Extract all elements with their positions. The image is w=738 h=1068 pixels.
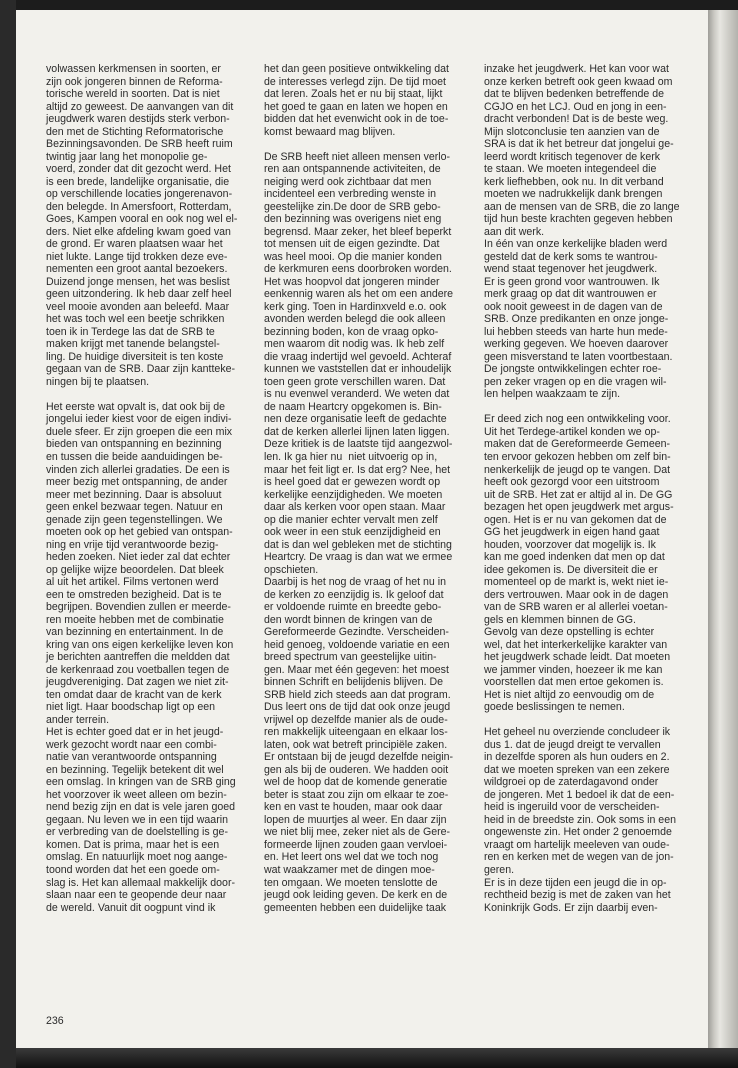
text-line: Het is niet altijd zo eenvoudig om de: [484, 688, 655, 701]
text-line: vinden zich allerlei gradaties. De een is: [46, 463, 230, 476]
text-line: De jongste ontwikkelingen echter roe-: [484, 363, 662, 376]
text-line: een omslag. In kringen van de SRB ging: [46, 776, 236, 789]
text-line: ders vertrouwen. Maar ook in de dagen: [484, 588, 669, 601]
text-line: voerd, zonder dat dit gezocht werd. Het: [46, 163, 231, 176]
text-line: wildgroei op de zaterdagavond onder: [484, 776, 659, 789]
text-line: dat te blijven bedenken betreffende de: [484, 88, 665, 101]
text-line: geestelijke zin.De door de SRB gebo-: [264, 200, 441, 213]
text-line: moeten ook op het gebied van ontspan-: [46, 526, 233, 539]
text-line: Het is echter goed dat er in het jeugd-: [46, 726, 224, 739]
text-line: heden zoeken. Niet ieder zal dat echter: [46, 551, 231, 564]
text-line: vrijwel op dezelfde manier als de oude-: [264, 713, 448, 726]
text-line: het dan geen positieve ontwikkeling dat: [264, 63, 449, 75]
text-line: [46, 388, 254, 401]
text-line: [484, 401, 692, 414]
text-line: maar het feit ligt er. Is dat erg? Nee, het: [264, 463, 451, 476]
text-line: houden, voorzover dat mogelijk is. Ik: [484, 538, 656, 551]
text-line: een te omstreden bezigheid. Dat is te: [46, 588, 222, 601]
text-line: wat waakzamer met de dingen moe-: [264, 864, 435, 876]
text-line: dus 1. dat de jeugd dreigt te vervallen: [484, 738, 661, 751]
text-line: geen enkel bezwaar tegen. Natuur en: [46, 501, 223, 514]
text-line: zijn ook jongeren binnen de Reforma-: [46, 75, 223, 88]
text-line: twintig jaar lang het monopolie ge-: [46, 150, 208, 163]
text-line: en. Het leert ons wel dat we toch nog: [264, 851, 439, 864]
text-line: Het eerste wat opvalt is, dat ook bij de: [46, 400, 226, 413]
text-line: jeugdwerk waren destijds sterk verbon-: [46, 113, 230, 126]
text-line: die vraag indertijd wel gevoeld. Achteraf: [264, 350, 452, 363]
text-line: van bezinning en entertainment. In de: [46, 626, 224, 639]
text-line: dracht verbonden! Dat is de beste weg.: [484, 113, 669, 126]
text-line: Koninkrijk Gods. Er zijn daarbij even-: [484, 901, 658, 914]
text-line: vraagt om hartelijk meeleven van oude-: [484, 838, 670, 851]
text-line: de jongeren. Met 1 bedoel ik dat de een-: [484, 788, 675, 801]
text-line: op die manier echter vervalt men zelf: [264, 513, 438, 526]
text-line: niet ligt. Haar boodschap ligt op een: [46, 701, 216, 714]
text-line: ren makkelijk uiteengaan en elkaar los-: [264, 726, 448, 739]
text-line: eenkennig waren als het om een andere: [264, 288, 454, 301]
text-line: duele sfeer. Er zijn groepen die een mix: [46, 425, 233, 438]
text-line: ook weer in een stuk eenzijdigheid en: [264, 526, 441, 539]
text-line: tijd hun beste krachten gegeven hebben: [484, 213, 673, 226]
text-line: het jeugdwerk schade leidt. Dat moeten: [484, 651, 671, 664]
text-line: men waarom dit nodig was. Ik heb zelf: [264, 338, 445, 351]
text-line: veel mooie avonden aan beleefd. Maar: [46, 300, 230, 313]
text-line: kunnen we vaststellen dat er inhoudelijk: [264, 363, 452, 376]
text-line: daar als kerken voor open staan. Maar: [264, 501, 446, 514]
text-line: heid genoeg, voldoende variatie en een: [264, 638, 450, 651]
text-line: in dezelfde sporen als hun ouders en 2.: [484, 751, 670, 764]
text-line: Deze kritiek is de laatste tijd aangezwol-: [264, 438, 453, 451]
text-line: nementen een groot aantal bezoekers.: [46, 263, 228, 276]
text-line: Er is in deze tijden een jeugd die in op-: [484, 876, 667, 889]
text-line: breed spectrum van geestelijke uitin-: [264, 651, 437, 664]
text-line: en tussen die beide aanduidingen be-: [46, 450, 223, 463]
text-line: gegaan van de SRB. Daar zijn kantteke-: [46, 363, 236, 376]
text-line: ling. De huidige diversiteit is ten koste: [46, 350, 224, 363]
text-line: Er deed zich nog een ontwikkeling voor.: [484, 413, 671, 426]
text-line: heid is ingeruild voor de verscheiden-: [484, 801, 660, 814]
text-line: onze kerken betreft ook geen kwaad om: [484, 75, 673, 88]
text-line: opschieten.: [264, 563, 319, 576]
text-line: begrensd. Maar zeker, het bleef beperkt: [264, 225, 452, 238]
text-line: [264, 138, 472, 151]
text-line: lui hebben steeds van harte hun mede-: [484, 325, 668, 338]
text-line: tot mensen uit de eigen gezindte. Dat: [264, 238, 440, 251]
text-line: CGJO en het LCJ. Oud en jong in een-: [484, 100, 667, 113]
text-column-2: [264, 63, 472, 914]
text-line: heid in de breedste zin. Ook soms in een: [484, 813, 676, 826]
text-line: nenkerkelijk de jeugd op te vangen. Dat: [484, 463, 671, 476]
text-line: jeugd ook leiding geven. De kerk en de: [264, 889, 448, 902]
text-line: ten omgaan. We moeten tenslotte de: [264, 876, 438, 889]
text-line: den wordt binnen de kringen van de: [264, 613, 433, 626]
text-line: gen als bij de ouderen. We hadden ooit: [264, 763, 449, 776]
text-line: de kerkenraad zou voetballen tegen de: [46, 663, 230, 676]
text-line: bieden van ontspanning en bezinning: [46, 438, 222, 451]
text-line: ook nooit geweest in de dagen van de: [484, 300, 663, 313]
text-line: torische wereld in soorten. Dat is niet: [46, 88, 220, 101]
text-line: voorstellen dat men ertoe gekomen is.: [484, 676, 664, 689]
text-line: de grond. Er waren plaatsen waar het: [46, 238, 223, 251]
text-line: goede beslissingen te nemen.: [484, 701, 625, 714]
text-line: er verbreding van de doelstelling is ge-: [46, 826, 228, 839]
text-line: Mijn slotconclusie ten aanzien van de: [484, 125, 660, 138]
text-line: meer met bezinning. Daar is absoluut: [46, 488, 222, 501]
text-line: dat de kerken allerlei lijnen laten liggen.: [264, 425, 450, 438]
text-line: gemeenten hebben een duidelijke taak: [264, 901, 447, 914]
text-line: toen geen grote verschillen waren. Dat: [264, 375, 446, 388]
text-line: SRB hield zich steeds aan dat program.: [264, 688, 451, 701]
text-line: ken en vast te houden, maar ook daar: [264, 801, 443, 814]
text-line: bezagen het open jeugdwerk met argus-: [484, 501, 674, 514]
text-line: kerk liefhebben, ook nu. In dit verband: [484, 175, 664, 188]
text-line: jongelui ieder kiest voor de eigen indivi-: [46, 413, 232, 426]
text-line: het voorzover ik weet alleen om bezin-: [46, 788, 227, 801]
text-line: De SRB heeft niet alleen mensen verlo-: [264, 150, 451, 163]
text-line: is een brede, landelijke organisatie, die: [46, 175, 230, 188]
text-line: Gereformeerde Gezindte. Verscheiden-: [264, 626, 449, 639]
text-line: dat we moeten spreken van een zekere: [484, 763, 670, 776]
text-line: wel, dat het interkerkelijke karakter van: [484, 638, 668, 651]
text-line: slaan naar een te geopende deur naar: [46, 889, 227, 902]
text-line: wend staat tegenover het jeugdwerk.: [484, 263, 658, 276]
text-line: al uit het artikel. Films vertonen werd: [46, 576, 219, 589]
text-line: meer bezig met ontspanning, de ander: [46, 476, 228, 489]
text-line: je berichten aantreffen die meldden dat: [46, 651, 230, 664]
text-line: wel de hoop dat de komende generatie: [264, 776, 448, 789]
text-line: inzake het jeugdwerk. Het kan voor wat: [484, 63, 669, 75]
text-line: niet lukte. Lange tijd trokken deze eve-: [46, 250, 228, 263]
text-line: idee gekomen is. De diversiteit die er: [484, 563, 658, 576]
text-line: gegaan. Nu leven we in een tijd waarin: [46, 813, 228, 826]
text-line: gesteld dat de kerk soms te wantrou-: [484, 250, 658, 263]
text-line: volwassen kerkmensen in soorten, er: [46, 63, 221, 75]
text-line: Uit het Terdege-artikel konden we op-: [484, 425, 660, 438]
page-number: 236: [46, 1015, 64, 1027]
text-line: rechtheid bezig is met de zaken van het: [484, 889, 671, 902]
text-line: aan de mensen van de SRB, die zo lange: [484, 200, 680, 213]
text-line: geren.: [484, 864, 515, 876]
text-line: pen zeker vragen op en die vragen wil-: [484, 375, 667, 388]
text-line: ren aan ontspannende activiteiten, de: [264, 163, 441, 176]
text-line: slag is. Het kan allemaal makkelijk door-: [46, 876, 235, 889]
text-line: het was toch wel een beetje schrikken: [46, 313, 225, 326]
text-line: ten omdat daar de kracht van de kerk: [46, 688, 222, 701]
text-line: van de SRB waren er al allerlei voetan-: [484, 601, 668, 614]
text-line: Er ontstaan bij de jeugd dezelfde neigin-: [264, 751, 454, 764]
text-line: SRB. Onze predikanten en onze jonge-: [484, 313, 669, 326]
text-line: Er is geen grond voor wantrouwen. Ik: [484, 275, 660, 288]
text-column-1: [46, 63, 254, 914]
text-line: den bezinning was overigens niet eng: [264, 213, 442, 226]
scan-bottom-border: [16, 1048, 738, 1068]
text-line: Dus leert ons de tijd dat ook onze jeugd: [264, 701, 451, 714]
text-line: nend bezig zijn en dat is vele jaren goed: [46, 801, 236, 814]
text-line: den met de Stichting Reformatorische: [46, 125, 224, 138]
text-line: GG het jeugdwerk in eigen hand gaat: [484, 526, 660, 539]
text-line: begrijpen. Bovendien zullen er meerde-: [46, 601, 231, 614]
text-line: de interesses verlegd zijn. De tijd moet: [264, 75, 446, 88]
text-line: maken krijgt met tanende belangstel-: [46, 338, 220, 351]
text-line: In één van onze kerkelijke bladen werd: [484, 238, 668, 251]
text-line: er voldoende ruimte en breedte gebo-: [264, 601, 442, 614]
text-line: werking gegeven. We hoeven daarover: [484, 338, 669, 351]
text-line: momenteel op de markt is, wekt niet ie-: [484, 576, 669, 589]
text-line: SRA is dat ik het betreur dat jongelui ge-: [484, 138, 674, 151]
text-line: nen deze organisatie leeft de gedachte: [264, 413, 447, 426]
text-line: omslag. En natuurlijk moet nog aange-: [46, 851, 228, 864]
text-line: geen misverstand te laten voortbestaan.: [484, 350, 673, 363]
text-line: de kerken zo eenzijdig is. Ik geloof dat: [264, 588, 444, 601]
text-line: ders. Niet elke afdeling kwam goed van: [46, 225, 231, 238]
text-line: Het was hoopvol dat jongeren minder: [264, 275, 440, 288]
scan-top-border: [0, 0, 738, 10]
text-line: beter is staat zou zijn om elkaar te zoe-: [264, 788, 449, 801]
text-line: gels en klemmen binnen de GG.: [484, 613, 636, 626]
text-line: komen. Dat is prima, maar het is een: [46, 838, 220, 851]
text-line: merk graag op dat dit wantrouwen er: [484, 288, 657, 301]
text-line: formeerde lijnen zouden gaan vervloei-: [264, 838, 448, 851]
text-line: Gevolg van deze opstelling is echter: [484, 626, 655, 639]
text-line: op gelijke wijze beoordelen. Dat bleek: [46, 563, 224, 576]
text-line: neiging werd ook zichtbaar dat men: [264, 175, 432, 188]
text-line: en bezinning. Tegelijk betekent dit wel: [46, 763, 224, 776]
text-line: de kerkmuren eens doorbroken worden.: [264, 263, 452, 276]
text-line: kan me goed indenken dat men op dat: [484, 551, 665, 564]
text-line: binnen Schrift en belijdenis blijven. De: [264, 676, 444, 689]
text-line: jeugdvereniging. Dat zagen we niet zit-: [46, 676, 229, 689]
text-line: [484, 714, 692, 727]
text-line: kring van ons eigen kerkelijke leven kon: [46, 638, 234, 651]
text-line: Daarbij is het nog de vraag of het nu in: [264, 576, 446, 589]
text-line: geen uitzondering. Ik heb daar zelf heel: [46, 288, 232, 301]
text-line: ander terrein.: [46, 713, 110, 726]
text-line: Heartcry. De vraag is dan wat we ermee: [264, 551, 453, 564]
text-line: lopen de muurtjes al weer. En daar zijn: [264, 813, 447, 826]
text-line: maken dat de Gereformeerde Gemeen-: [484, 438, 671, 451]
text-line: ning en vrije tijd verantwoorde bezig-: [46, 538, 219, 551]
text-line: den belegde. In Amersfoort, Rotterdam,: [46, 200, 232, 213]
text-line: het goed te gaan en laten we hopen en: [264, 100, 448, 113]
text-line: Het geheel nu overziende concludeer ik: [484, 726, 671, 739]
text-line: dat leren. Zoals het er nu bij staat, lijkt: [264, 88, 443, 101]
text-line: ten ervoor gekozen hebben om zelf bin-: [484, 450, 671, 463]
text-line: len helpen waakzaam te zijn.: [484, 388, 621, 401]
text-line: ren moeite hebben met de combinatie: [46, 613, 224, 626]
text-line: toen ik in Terdege las dat de SRB te: [46, 325, 215, 338]
text-line: kerk ging. Toen in Hardinxveld e.o. ook: [264, 300, 447, 313]
text-line: bezinning boden, kon de vraag opko-: [264, 325, 439, 338]
text-line: gen. Maar met één gegeven: het moest: [264, 663, 449, 676]
text-line: te staan. We moeten integendeel die: [484, 163, 657, 176]
scan-left-border: [0, 0, 16, 1068]
text-line: laten, ook wat betreft principiële zaken.: [264, 738, 448, 751]
text-line: op verschillende locaties jongerenavon-: [46, 188, 233, 201]
text-line: heeft ook gezorgd voor een uitstroom: [484, 476, 660, 489]
text-line: dat is dan wel gebleken met de stichting: [264, 538, 452, 551]
text-line: de naam Heartcry opgekomen is. Bin-: [264, 400, 442, 413]
text-line: aan dit werk.: [484, 225, 545, 238]
text-line: ogen. Het is er nu van gekomen dat de: [484, 513, 667, 526]
text-line: was heel mooi. Op die manier konden: [264, 250, 442, 263]
text-line: avonden werden belegd die ook alleen: [264, 313, 446, 326]
text-line: incidenteel een verbreding wenste in: [264, 188, 436, 201]
text-line: ningen bij te plaatsen.: [46, 375, 150, 388]
text-line: ongewenste zin. Het onder 2 genoemde: [484, 826, 672, 839]
text-line: is nu evenwel veranderd. We weten dat: [264, 388, 450, 401]
text-line: len. Ik ga hier nu niet uitvoerig op in,: [264, 450, 438, 463]
text-line: Duizend jonge mensen, het was beslist: [46, 275, 230, 288]
text-line: altijd zo geweest. De aanvangen van dit: [46, 100, 234, 113]
text-line: we niet blij mee, zeker niet als de Gere-: [264, 826, 451, 839]
text-line: bidden dat het evenwicht ook in de toe-: [264, 113, 449, 126]
text-line: leerd wordt kritisch tegenover de kerk: [484, 150, 661, 163]
text-line: genade zijn geen tegenstellingen. We: [46, 513, 223, 526]
text-line: Bezinningsavonden. De SRB heeft ruim: [46, 138, 233, 151]
text-line: moeten we nadrukkelijk dank brengen: [484, 188, 663, 201]
text-line: de wereld. Vanuit dit oogpunt vind ik: [46, 901, 216, 914]
text-line: toond worden dat het een goede om-: [46, 864, 220, 876]
text-line: ren en kerken met de wegen van de jon-: [484, 851, 674, 864]
text-line: is heel goed dat er gewezen wordt op: [264, 476, 441, 489]
text-line: uit de SRB. Het zat er altijd al in. De GG: [484, 488, 673, 501]
text-line: we jammer vinden, hoezeer ik me kan: [484, 663, 663, 676]
text-line: natie van verantwoorde ontspanning: [46, 751, 217, 764]
text-line: kerkelijke eenzijdigheden. We moeten: [264, 488, 443, 501]
text-line: werk gezocht wordt naar een combi-: [46, 738, 217, 751]
text-column-3: [484, 63, 692, 914]
book-spine-edge: [708, 10, 738, 1068]
text-line: Goes, Kampen vooral en ook nog wel el-: [46, 213, 238, 226]
text-line: komst bewaard mag blijven.: [264, 125, 396, 138]
